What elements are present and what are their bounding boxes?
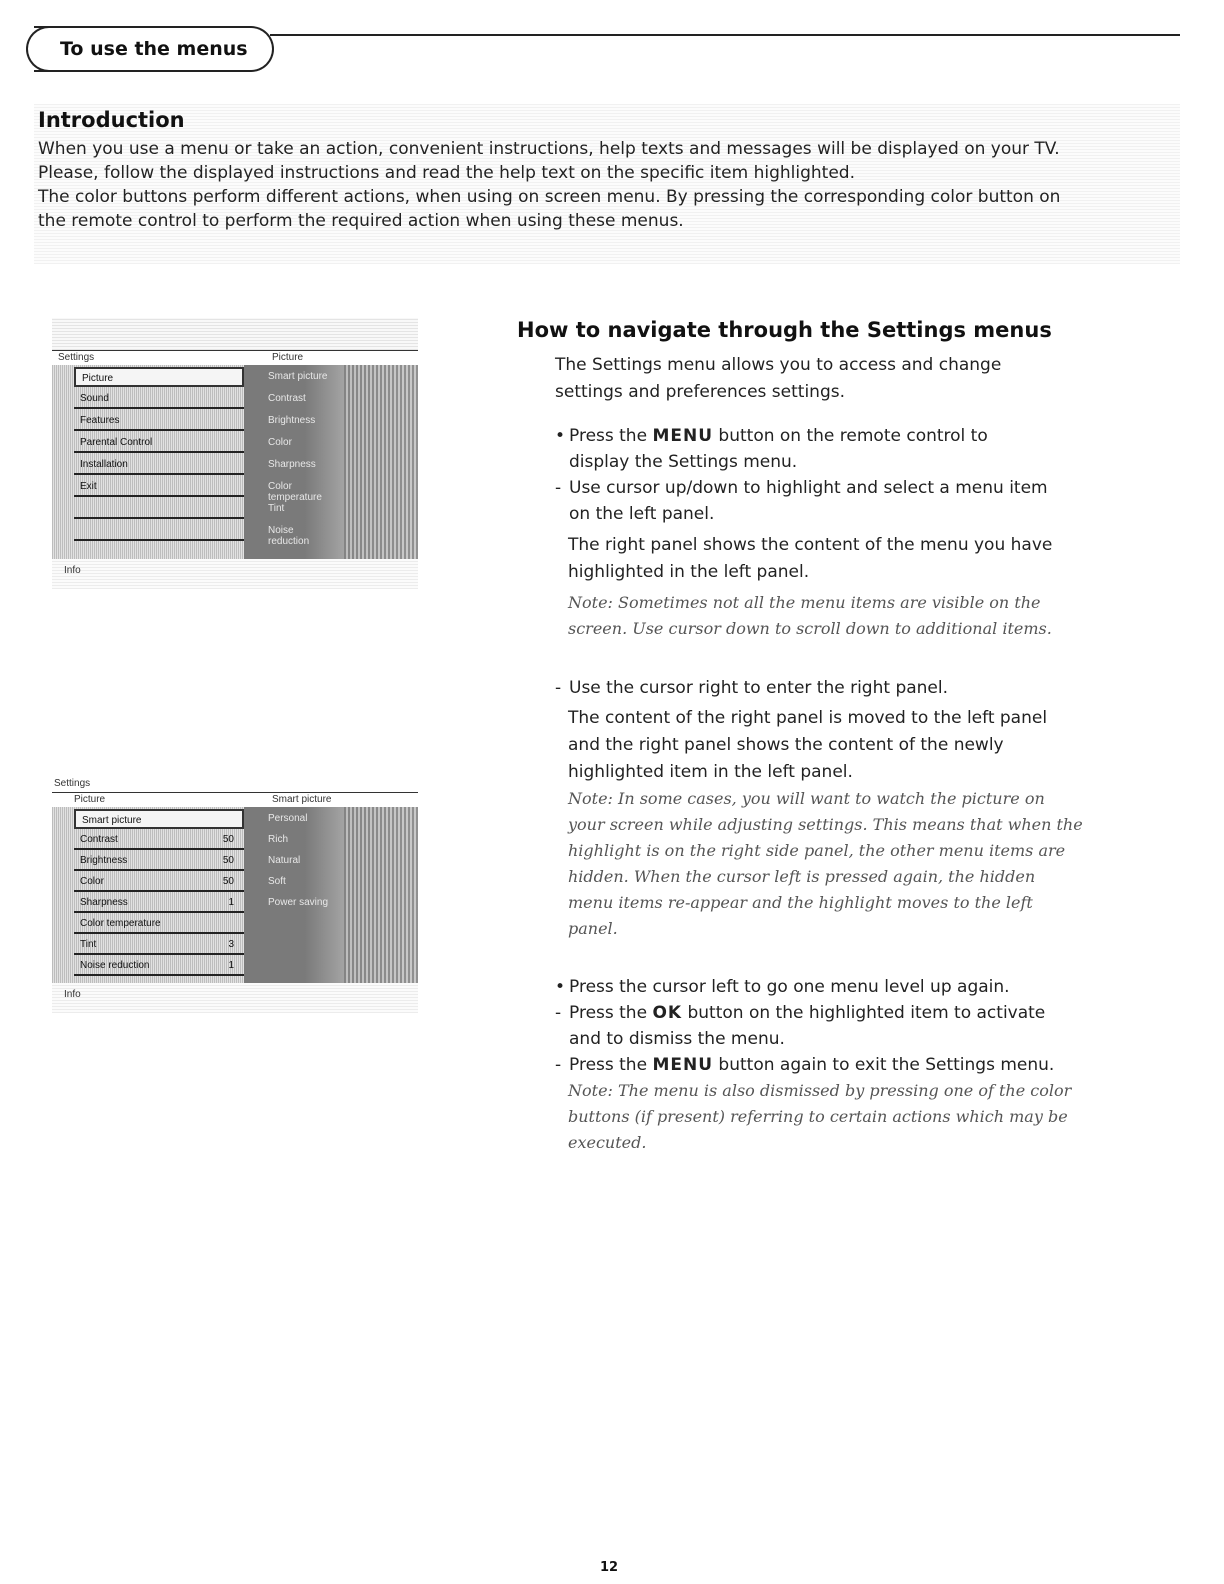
paragraph-panel-move (568, 705, 1118, 786)
menu-item-empty (74, 499, 244, 519)
step-press-menu-exit (555, 1052, 1115, 1078)
submenu-item: Noise reduction (268, 525, 310, 547)
submenu-item: Contrast (268, 393, 306, 404)
howto-heading: How to navigate through the Settings menus (517, 318, 1052, 342)
menu-item-parental-control: Parental Control (74, 433, 244, 453)
submenu-item: Natural (268, 855, 301, 866)
intro-line: The color buttons perform different actions, when using on screen menu. By pressing the corresponding color button on (38, 187, 1061, 207)
note-3 (568, 1078, 1118, 1156)
note-line: buttons (if present) referring to certain actions which may be (568, 1107, 1068, 1126)
menu-item-value: 50 (222, 855, 234, 866)
howto-intro (555, 352, 1115, 406)
menu-right-hatch (344, 365, 418, 559)
menu-key-label: MENU (652, 1055, 714, 1075)
submenu-item: Smart picture (268, 371, 328, 382)
note-line: hidden. When the cursor left is pressed again, the hidden (568, 867, 1036, 886)
menu-item-row (74, 893, 244, 913)
menu-item-label: Noise reduction (80, 960, 150, 971)
menu-header (52, 351, 418, 365)
bullet-mark: • (555, 977, 566, 997)
note-line: panel. (568, 919, 618, 938)
menu-item-exit: Exit (74, 477, 244, 497)
submenu-item: Tint (268, 503, 285, 514)
settings-menu-screenshot-1 (52, 318, 418, 589)
intro-line: When you use a menu or take an action, convenient instructions, help texts and messages will be displayed on your TV. (38, 139, 1060, 159)
paragraph-line: The right panel shows the content of the menu you have (568, 535, 1053, 555)
step-cursor-up-down (555, 475, 1115, 527)
step-text: button on the highlighted item to activate (682, 1003, 1046, 1023)
menu-item-features: Features (74, 411, 244, 431)
step-text: Press the (569, 426, 653, 446)
menu-info-bar: Info (52, 983, 418, 1013)
menu-body (52, 365, 418, 559)
menu-right-header: Smart picture (272, 794, 332, 805)
note-line: highlight is on the right side panel, the other menu items are (568, 841, 1066, 860)
submenu-item: Power saving (268, 897, 329, 908)
paragraph-right-panel (568, 532, 1118, 586)
menu-item-row (74, 956, 244, 976)
step-text: Press the cursor left to go one menu level up again. (569, 977, 1010, 997)
menu-item-label: Color (80, 876, 104, 887)
step-text: display the Settings menu. (569, 452, 798, 472)
submenu-item: Personal (268, 813, 308, 824)
menu-right-panel (244, 365, 418, 559)
dash-mark: - (555, 478, 562, 498)
step-text: Use cursor up/down to highlight and select a menu item (569, 478, 1048, 498)
menu-item-value: 1 (228, 897, 234, 908)
menu-item-label: Color temperature (80, 918, 161, 929)
note-line: your screen while adjusting settings. This means that when the (568, 815, 1083, 834)
page-number: 12 (600, 1560, 619, 1575)
submenu-item: Color (268, 437, 292, 448)
menu-item-row (74, 935, 244, 955)
intro-line: Please, follow the displayed instructions and read the help text on the specific item highlighted. (38, 163, 855, 183)
step-cursor-right (555, 675, 1115, 701)
menu-item-value: 3 (228, 939, 234, 950)
ok-key-label: OK (652, 1003, 683, 1023)
menu-info-bar: Info (52, 559, 418, 589)
submenu-item: Soft (268, 876, 286, 887)
bullet-mark: • (555, 426, 566, 446)
menu-left-header: Picture (74, 794, 106, 805)
menu-right-panel (244, 807, 418, 983)
header-rule (270, 34, 1180, 36)
paragraph-line: highlighted in the left panel. (568, 562, 810, 582)
note-1 (568, 590, 1118, 642)
menu-item-value: 50 (222, 834, 234, 845)
step-text: Use the cursor right to enter the right panel. (569, 678, 949, 698)
note-line: Note: Sometimes not all the menu items are visible on the (568, 593, 1041, 612)
menu-right-hatch (344, 807, 418, 983)
menu-right-header: Picture (272, 352, 304, 363)
note-line: Note: The menu is also dismissed by pressing one of the color (568, 1081, 1072, 1100)
step-text: button again to exit the Settings menu. (713, 1055, 1055, 1075)
menu-header (52, 793, 418, 807)
dash-mark: - (555, 1003, 562, 1023)
submenu-item: Color temperature (268, 481, 322, 503)
step-text: Press the (569, 1003, 653, 1023)
howto-intro-line: settings and preferences settings. (555, 382, 846, 402)
submenu-item: Brightness (268, 415, 316, 426)
note-line: Note: In some cases, you will want to watch the picture on (568, 789, 1045, 808)
menu-item-label: Sharpness (80, 897, 128, 908)
note-2 (568, 786, 1118, 942)
menu-item-row (74, 914, 244, 934)
menu-body (52, 807, 418, 983)
step-press-menu (555, 423, 1115, 475)
menu-item-label: Brightness (80, 855, 128, 866)
section-title: To use the menus (60, 38, 248, 60)
howto-intro-line: The Settings menu allows you to access and change (555, 355, 1002, 375)
note-line: executed. (568, 1133, 647, 1152)
dash-mark: - (555, 1055, 562, 1075)
submenu-item: Sharpness (268, 459, 316, 470)
dash-mark: - (555, 678, 562, 698)
paragraph-line: The content of the right panel is moved to the left panel (568, 708, 1048, 728)
step-text: and to dismiss the menu. (569, 1029, 785, 1049)
menu-top-band (52, 318, 418, 350)
menu-item-row (74, 830, 244, 850)
step-cursor-left (555, 974, 1115, 1000)
paragraph-line: highlighted item in the left panel. (568, 762, 853, 782)
menu-left-panel (52, 807, 244, 983)
menu-item-value: 50 (222, 876, 234, 887)
step-text: button on the remote control to (713, 426, 988, 446)
menu-item-value: 1 (228, 960, 234, 971)
intro-line: the remote control to perform the required action when using these menus. (38, 211, 684, 231)
menu-item-label: Smart picture (82, 815, 142, 826)
intro-text (38, 137, 1168, 233)
paragraph-line: and the right panel shows the content of the newly (568, 735, 1004, 755)
step-text: Press the (569, 1055, 653, 1075)
menu-item-empty (74, 521, 244, 541)
menu-left-header: Settings (58, 352, 95, 363)
menu-item-row (74, 851, 244, 871)
menu-breadcrumb: Settings (54, 778, 91, 789)
note-line: screen. Use cursor down to scroll down to additional items. (568, 619, 1052, 638)
menu-key-label: MENU (652, 426, 714, 446)
menu-item-picture: Picture (74, 367, 244, 387)
menu-item-installation: Installation (74, 455, 244, 475)
menu-item-label: Tint (80, 939, 97, 950)
step-press-ok (555, 1000, 1115, 1052)
menu-item-sound: Sound (74, 389, 244, 409)
note-line: menu items re-appear and the highlight moves to the left (568, 893, 1033, 912)
submenu-item: Rich (268, 834, 289, 845)
menu-item-row (74, 809, 244, 829)
menu-item-row (74, 872, 244, 892)
intro-heading: Introduction (38, 108, 185, 132)
menu-left-panel (52, 365, 244, 559)
settings-menu-screenshot-2 (52, 778, 418, 1013)
menu-item-label: Contrast (80, 834, 118, 845)
step-text: on the left panel. (569, 504, 715, 524)
